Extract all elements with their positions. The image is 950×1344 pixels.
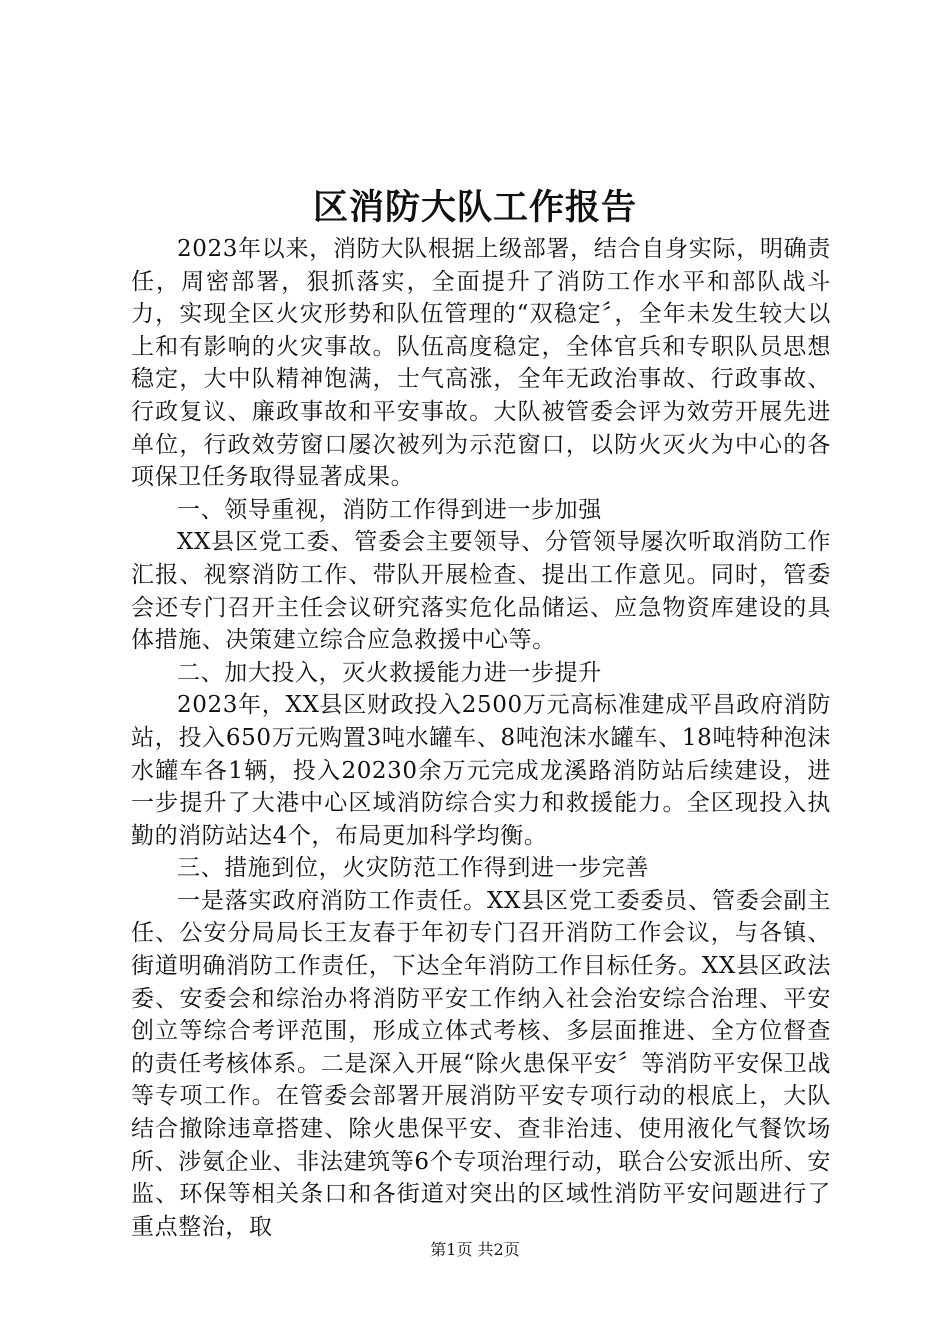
paragraph-section-3: 一是落实政府消防工作责任。XX县区党工委委员、管委会副主任、公安分局局长王友春于年初专门召开消防工作会议，与各镇、街道明确消防工作责任，下达全年消防工作目标任务。XX县区政法委、安委会和综治办将消防平安工作纳入社会治安综合治理、平安创立等综合考评范围，形成立体式考核、多层面推进、全方位督查的责任考核体系。二是深入开展“除火患保平安〞等消防平安保卫战等专项工作。在管委会部署开展消防平安专项行动的根底上，大队结合撤除违章搭建、除火患保平安、查非治违、使用液化气餐饮场所、涉氨企业、非法建筑等6个专项治理行动，联合公安派出所、安监、环保等相关条口和各街道对突出的区域性消防平安问题进行了重点整治，取 [131,887,831,1240]
page-number-footer: 第1页 共2页 [430,1240,520,1259]
section-heading-3: 三、措施到位，火灾防范工作得到进一步完善 [177,855,649,882]
paragraph-section-1: XX县区党工委、管委会主要领导、分管领导屡次听取消防工作汇报、视察消防工作、带队开展检查、提出工作意见。同时，管委会还专门召开主任会议研究落实危化品储运、应急物资库建设的具体措施、决策建立综合应急救援中心等。 [131,529,831,654]
paragraph-section-2: 2023年，XX县区财政投入2500万元高标准建成平昌政府消防站，投入650万元购置3吨水罐车、8吨泡沫水罐车、18吨特种泡沫水罐车各1辆，投入20230余万元完成龙溪路消防站后续建设，进一步提升了大港中心区域消防综合实力和救援能力。全区现投入执勤的消防站达4个，布局更加科学均衡。 [131,692,831,849]
section-heading-2: 二、加大投入，灭火救援能力进一步提升 [177,659,602,686]
document-body [131,233,831,1243]
section-heading-1: 一、领导重视，消防工作得到进一步加强 [177,496,602,523]
document-title: 区消防大队工作报告 [312,187,637,228]
paragraph-intro: 2023年以来，消防大队根据上级部署，结合自身实际，明确责任，周密部署，狠抓落实，全面提升了消防工作水平和部队战斗力，实现全区火灾形势和队伍管理的“双稳定〞，全年未发生较大以上和有影响的火灾事故。队伍高度稳定，全体官兵和专职队员思想稳定，大中队精神饱满，士气高涨，全年无政治事故、行政事故、行政复议、廉政事故和平安事故。大队被管委会评为效劳开展先进单位，行政效劳窗口屡次被列为示范窗口，以防火灭火为中心的各项保卫任务取得显著成果。 [131,236,831,491]
